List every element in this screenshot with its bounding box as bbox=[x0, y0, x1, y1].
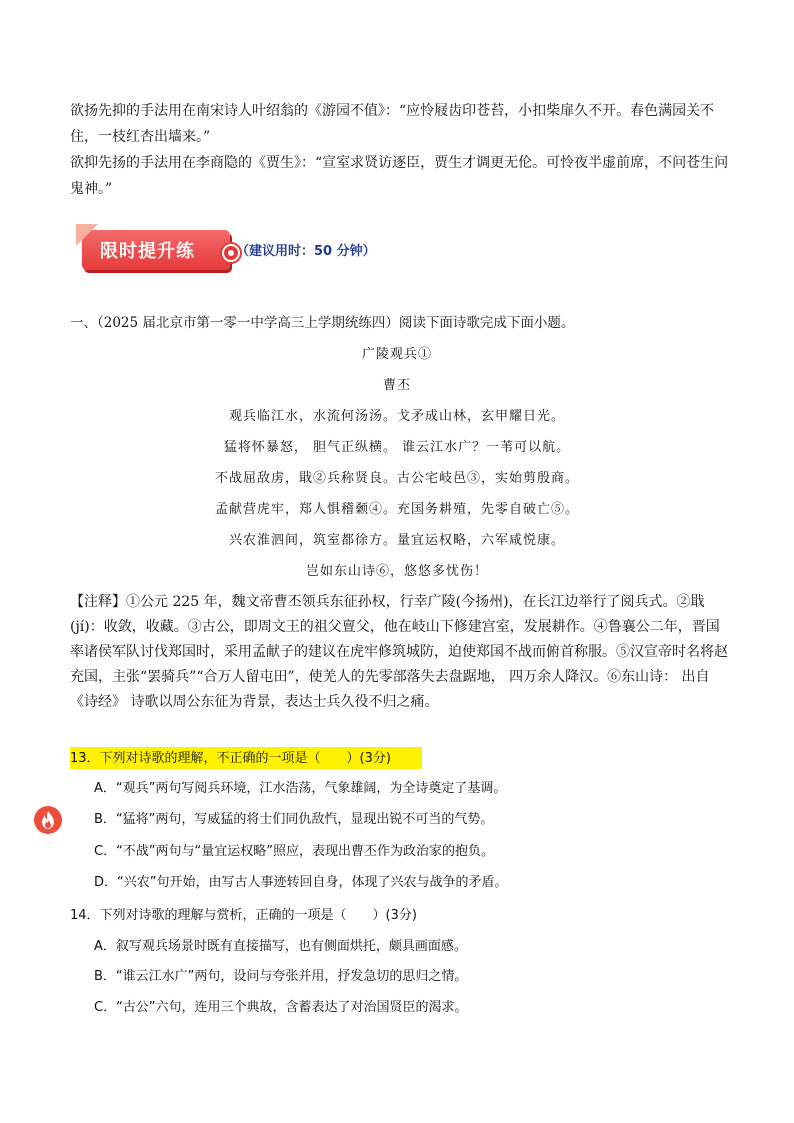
q14-option-c[interactable]: C．“古公”六句，连用三个典故，含蓄表达了对治国贤臣的渴求。 bbox=[94, 1000, 468, 1015]
section-badge bbox=[82, 230, 230, 270]
question-13-title: 13．下列对诗歌的理解，不正确的一项是（ ）(3分) bbox=[70, 751, 391, 766]
q14-option-a[interactable]: A．叙写观兵场景时既有直接描写，也有侧面烘托，颇具画面感。 bbox=[94, 939, 467, 954]
section-banner bbox=[78, 226, 538, 274]
poem-line: 不战屈敌虏，戢②兵称贤良。古公宅岐邑③，实始剪殷商。 bbox=[214, 471, 579, 486]
task-heading: 一、（2025 届北京市第一零一中学高三上学期统练四）阅读下面诗歌完成下面小题。 bbox=[70, 315, 575, 331]
flame-icon[interactable] bbox=[34, 806, 62, 834]
intro-paragraph-2: 欲抑先扬的手法用在李商隐的《贾生》：“宣室求贤访逐臣，贾生才调更无伦。可怜夜半虚前席，不问苍生问鬼神。” bbox=[70, 155, 729, 197]
poem-line: 岂如东山诗⑥，悠悠多忧伤！ bbox=[305, 564, 488, 579]
q13-option-b[interactable]: B．“猛将”两句，写威猛的将士们同仇敌忾，显现出锐不可当的气势。 bbox=[94, 812, 494, 827]
poem-notes: 【注释】①公元 225 年，魏文帝曹丕领兵东征孙权，行幸广陵(今扬州)，在长江边举行了阅兵式。②戢(jí)：收敛，收藏。③古公，即周文王的祖父亶父，他在岐山下修建宫室，发展耕作。④鲁襄公二年，晋国率诸侯军队讨伐郑国时，采用孟献子的建议在虎牢修筑城防，迫使郑国不战而俯首称服。⑤汉宣帝时名将赵充国，主张“罢骑兵”“合万人留屯田”，使羌人的先零部落失去盘踞地， 四万余人降汉。⑥东山诗： 出自《诗经》 诗歌以周公东征为背景，表达士兵久役不归之痛。 bbox=[70, 594, 728, 710]
intro-paragraph-1: 欲扬先抑的手法用在南宋诗人叶绍翁的《游园不值》：“应怜屐齿印苍苔，小扣柴扉久不开。春色满园关不住，一枝红杏出墙来。” bbox=[70, 103, 715, 145]
poem-line: 兴农淮泗间，筑室都徐方。量宜运权略，六军咸悦康。 bbox=[228, 533, 565, 548]
badge-fold-decoration bbox=[76, 224, 98, 246]
poem-line: 孟献营虎牢，郑人惧稽颡④。充国务耕殖，先零自破亡⑤。 bbox=[214, 502, 579, 517]
poem-line: 观兵临江水，水流何汤汤。戈矛成山林，玄甲耀日光。 bbox=[228, 409, 565, 424]
section-badge-label: 限时提升练 bbox=[100, 241, 195, 262]
poem-line: 猛将怀暴怒， 胆气正纵横。 谁云江水广？一苇可以航。 bbox=[223, 440, 571, 455]
poem-title: 广陵观兵① bbox=[361, 347, 432, 362]
q14-option-b[interactable]: B．“谁云江水广”两句，设问与夸张并用，抒发急切的思归之情。 bbox=[94, 969, 468, 984]
question-14-title: 14．下列对诗歌的理解与赏析，正确的一项是（ ）(3分) bbox=[70, 908, 417, 923]
q13-option-d[interactable]: D．“兴农”句开始，由写古人事迹转回自身，体现了兴农与战争的矛盾。 bbox=[94, 875, 508, 890]
q13-option-a[interactable]: A．“观兵”两句写阅兵环境，江水浩荡，气象雄阔，为全诗奠定了基调。 bbox=[94, 781, 507, 796]
suggested-time: （建议用时：50 分钟） bbox=[236, 244, 376, 259]
q13-option-c[interactable]: C．“不战”两句与“量宜运权略”照应，表现出曹丕作为政治家的抱负。 bbox=[94, 844, 495, 859]
poem-author: 曹丕 bbox=[382, 378, 411, 393]
